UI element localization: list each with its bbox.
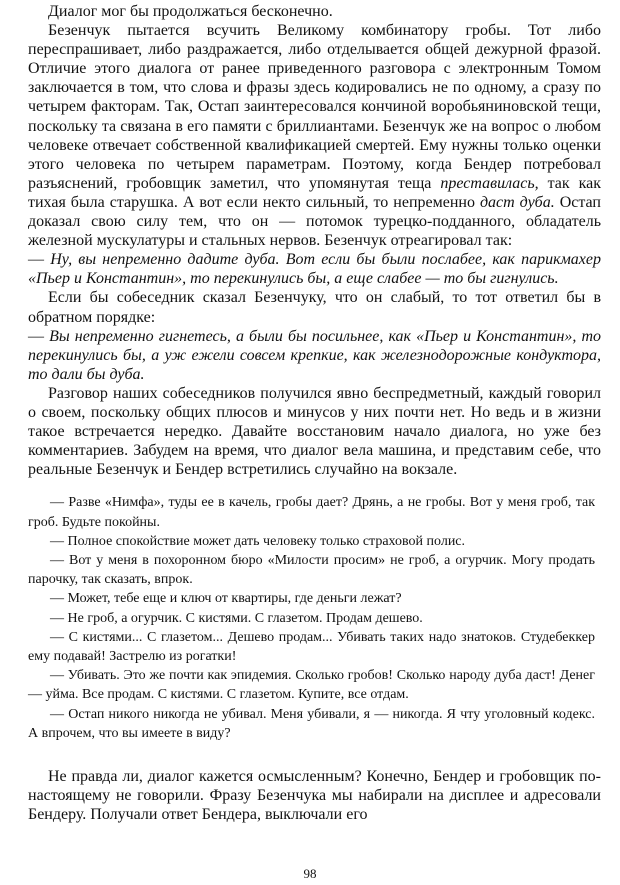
dialog-line: — Убивать. Это же почти как эпидемия. Сколько гробов! Сколько народу дуба даст! Денег — уйма. Все продам. С кистями. С глазетом. Купите, все отдам. [28, 668, 595, 703]
dialog-block [28, 493, 601, 743]
dialog-line: — Полное спокойствие может дать человеку только страховой полис. [50, 533, 466, 549]
quote-1-dash: — [28, 251, 44, 269]
dialog-line: — Вот у меня в похоронном бюро «Милости просим» не гроб, а огурчик. Могу продать парочку, так сказать, впрок. [28, 552, 595, 588]
paragraph-4: Разговор наших собеседников получился явно беспредметный, каждый говорил о своем, поскольку общих плюсов и минусов у них почти нет. Но ведь и в жизни такое встречается нередко. Давайте восстановим начало диалога, но уже без комментариев. Забудем на время, что диалог вела машина, и представим себе, что реальные Безенчук и Бендер встретились случайно на вокзале. [28, 384, 601, 479]
quote-1 [28, 250, 601, 288]
quote-2-text: Вы непременно гигнетесь, а были бы посильнее, как «Пьер и Константин», то перекинулись бы, а уж ежели совсем крепкие, как железнодорожные кондуктора, то дали бы дуба. [28, 327, 602, 383]
paragraph-2-italic-1: преставилась, [440, 174, 539, 192]
page-number: 98 [303, 866, 317, 881]
paragraph-2-italic-2: даст дуба. [479, 193, 555, 211]
dialog-line: — С кистями... С глазетом... Дешево продам... Убивать таких надо знатоков. Студебеккер ему подавай! Застрелю из рогатки! [28, 629, 595, 664]
quote-2-dash: — [28, 327, 44, 345]
paragraph-2 [28, 21, 601, 250]
dialog-line: — Не гроб, а огурчик. С кистями. С глазетом. Продам дешево. [50, 610, 423, 626]
dialog-line: — Может, тебе еще и ключ от квартиры, где деньги лежат? [50, 591, 402, 607]
quote-2 [28, 327, 601, 384]
paragraph-3: Если бы собеседник сказал Безенчуку, что он слабый, то тот ответил бы в обратном порядке: [28, 289, 601, 326]
paragraph-2-text-2: так как тихая была старушка. А вот если некто сильный, то непременно [28, 174, 602, 211]
dialog-line: — Остап никого никогда не убивал. Меня убивали, я — никогда. Я чту уголовный кодекс. А впрочем, что вы имеете в виду? [28, 706, 595, 741]
quote-1-text: Ну, вы непременно дадите дуба. Вот если бы были послабее, как парикмахер «Пьер и Константин», то перекинулись бы, а еще слабее — то бы гигнулись. [28, 251, 602, 288]
paragraph-1: Диалог мог бы продолжаться бесконечно. [48, 3, 333, 20]
paragraph-2-text-3: Остап доказал свою силу тем, что он — потомок турецко-подданного, обладатель железной мускулатуры и стальных нервов. Безенчук отреагировал так: [28, 193, 601, 250]
closing-paragraph: Не правда ли, диалог кажется осмысленным? Конечно, Бендер и гробовщик по-настоящему не говорили. Фразу Безенчука мы набирали на дисплее и адресовали Бендеру. Получали ответ Бендера, выключали его [28, 767, 601, 824]
dialog-line: — Разве «Нимфа», туды ее в качель, гробы дает? Дрянь, а не гробы. Вот у меня гроб, так гроб. Будьте покойны. [28, 495, 595, 530]
paragraph-2-text-1: Безенчук пытается всучить Великому комбинатору гробы. Тот либо переспрашивает, либо раздражается, либо отделывается общей дежурной фразой. Отличие этого диалога от ранее приведенного разговора с электронным Томом заключается в том, что слова и фразы здесь кодировались не по одному, а сразу по четырем факторам. Так, Остап заинтересовался кончиной воробьяниновской тещи, поскольку та связана в его памяти с бриллиантами. Безенчук же на вопрос о любом человеке отвечает собственной квалификацией смертей. Ему нужны только оценки этого человека по четырем параметрам. Поэтому, когда Бендер потребовал разъяснений, гробовщик заметил, что упомянутая теща [28, 22, 601, 192]
